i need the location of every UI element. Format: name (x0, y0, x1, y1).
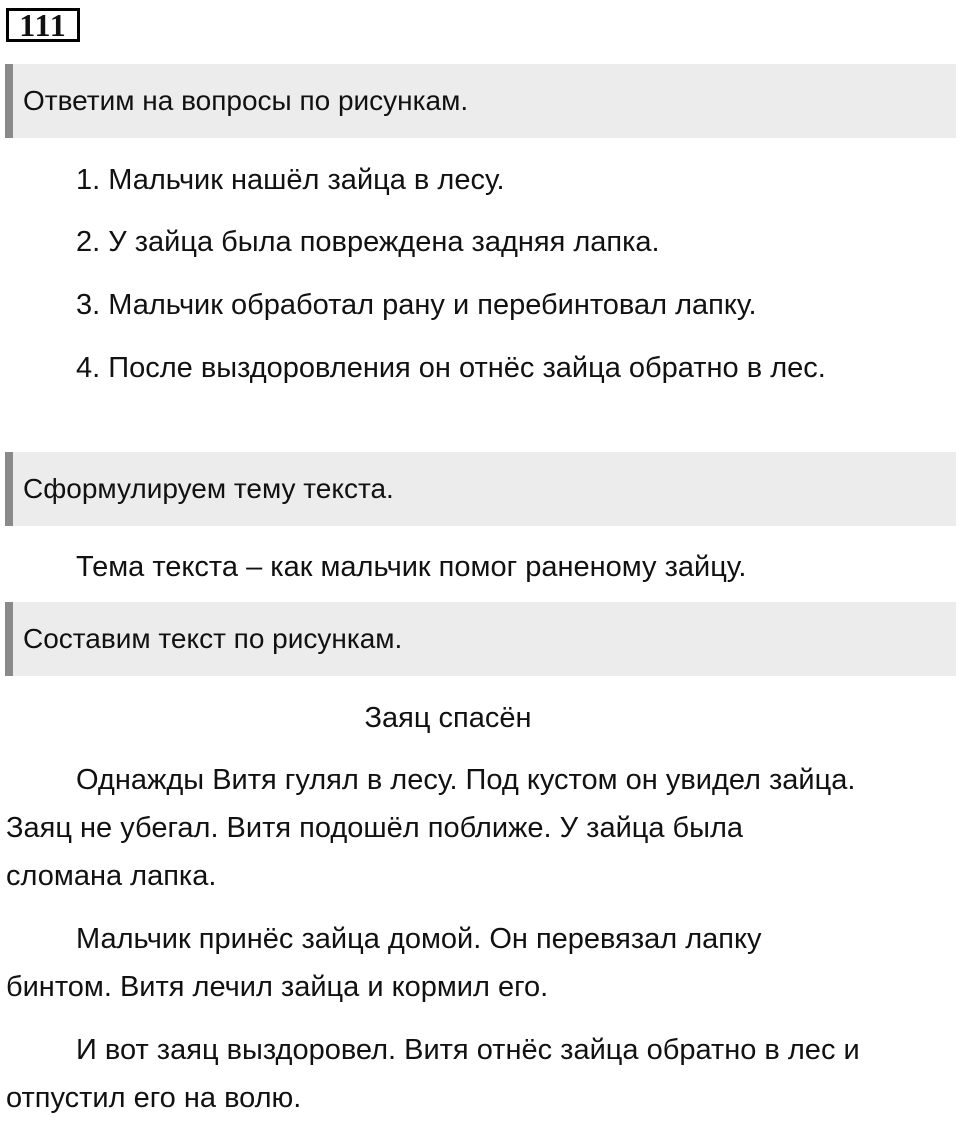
story-paragraph-3: И вот заяц выздоровел. Витя отнёс зайца обратно в лес и отпустил его на волю. (6, 1034, 860, 1114)
section-header-compose (5, 602, 956, 676)
section-header-label: Ответим на вопросы по рисункам. (23, 85, 469, 116)
answer-item-4: 4. После выздоровления он отнёс зайца обратно в лес. (76, 352, 826, 384)
section-header-label: Сформулируем тему текста. (23, 473, 394, 504)
story-title: Заяц спасён (364, 702, 532, 734)
section-header-questions (5, 64, 956, 138)
answer-item-1: 1. Мальчик нашёл зайца в лесу. (76, 164, 505, 196)
task-number-box (6, 8, 80, 42)
answer-item-3: 3. Мальчик обработал рану и перебинтовал лапку. (76, 289, 757, 321)
task-number: 111 (19, 7, 67, 43)
theme-statement: Тема текста – как мальчик помог раненому зайцу. (76, 551, 747, 583)
answer-item-2: 2. У зайца была повреждена задняя лапка. (76, 226, 660, 258)
story-paragraph-2: Мальчик принёс зайца домой. Он перевязал лапку бинтом. Витя лечил зайца и кормил его. (6, 923, 762, 1003)
section-header-theme (5, 452, 956, 526)
section-header-label: Составим текст по рисункам. (23, 623, 403, 654)
story-paragraph-1: Однажды Витя гулял в лесу. Под кустом он увидел зайца. Заяц не убегал. Витя подошёл поближе. У зайца была сломана лапка. (6, 764, 856, 892)
